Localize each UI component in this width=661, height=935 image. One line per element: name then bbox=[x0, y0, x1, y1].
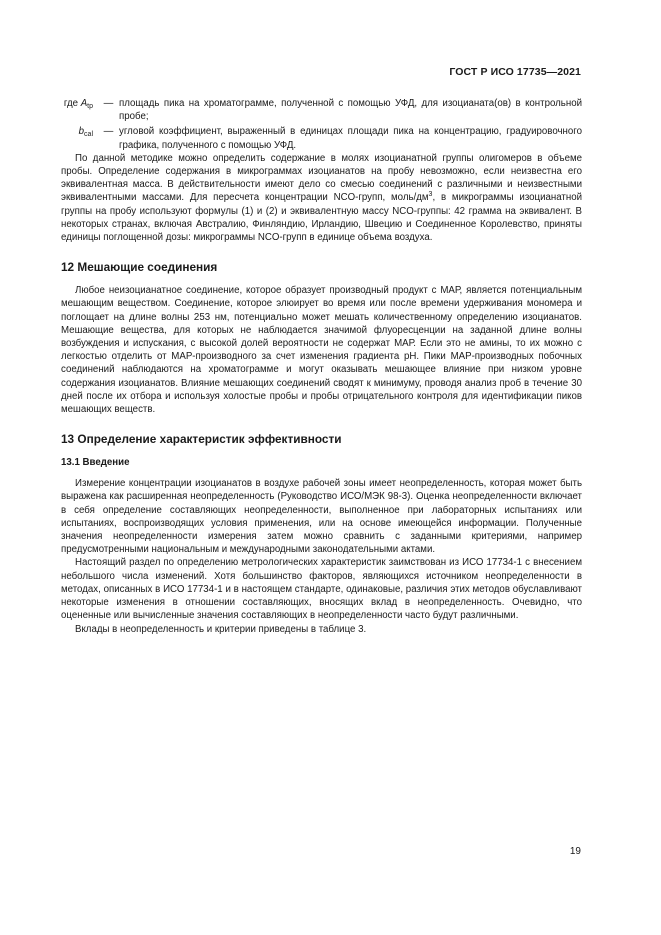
section-13-1-paragraph: Измерение концентрации изоцианатов в воздухе рабочей зоны имеет неопределенность, которая может быть выражена как расширенная неопределенность (Руководство ИСО/МЭК 98-3). Оценка неопределенности включает в себя определение составляющих неопределенности, выполненное при лабораторных испытаниях или испытаниях, воспроизводящих условия применения, или на основе имеющейся информации. Полученные значения неопределенности измерения затем можно сравнить с заданными критериями, например предусмотренными национальным и международными законодательными актами. bbox=[61, 478, 582, 556]
definition-prefix: где bbox=[63, 98, 81, 109]
intro-text-part1: По данной методике можно определить содержание в молях изоцианатной группы олигомеров в объеме пробы. Определение содержания в микрограммах изоцианатов на пробу невозможно, если неизвестна его эквивалентная масса. В действительности имеют дело со смесью соединений с различными и неизвестными эквивалентными массами. Для пересчета концентрации NCO-групп, моль/дм bbox=[61, 152, 582, 204]
section-13-1-paragraph: Вклады в неопределенность и критерии приведены в таблице 3. bbox=[75, 623, 367, 635]
definition-symbol bbox=[61, 125, 98, 151]
definition-dash: — bbox=[103, 98, 114, 109]
document-header: ГОСТ Р ИСО 17735—2021 bbox=[449, 66, 581, 78]
definition-row bbox=[61, 97, 582, 123]
section-12-paragraph: Любое неизоцианатное соединение, которое образует производный продукт с МАР, является потенциальным мешающим веществом. Соединение, которое элюирует во время или после времени удерживания мономера и поглощает на длине волны 253 нм, потенциально может мешать количественному определению изоцианатов. Мешающие вещества, для которых не наблюдается значимой флуоресценции на заданной длине волны возбуждения и испускания, с высокой долей вероятности не содержат МАР. Если это не амины, то их можно с легкостью отделить от МАР-производного за счет изменения градиента pH. Пики МАР-производных побочных соединений наблюдаются на хроматограмме и могут оказывать мешающее влияние при низком уровне содержания изоцианатов. Влияние мешающих соединений сводят к минимуму, проводя анализ проб в течение 30 дней после их отбора и используя холостые пробы и пробы отрицательного контроля для идентификации пиков мешающих веществ. bbox=[61, 285, 582, 416]
intro-paragraph bbox=[61, 152, 582, 244]
page-content bbox=[61, 97, 582, 636]
definition-text: площадь пика на хроматограмме, полученной с помощью УФД, для изоцианата(ов) в контрольной пробе; bbox=[119, 98, 582, 123]
subsection-13-1-heading: 13.1 Введение bbox=[61, 457, 130, 469]
definition-text: угловой коэффициент, выраженный в единицах площади пика на концентрацию, градуировочного графика, полученного с помощью УФД. bbox=[119, 126, 582, 151]
section-12-heading: 12 Мешающие соединения bbox=[61, 260, 218, 275]
symbol-subscript: tp bbox=[87, 103, 93, 110]
superscript: 3 bbox=[428, 191, 433, 199]
definition-dash: — bbox=[103, 126, 114, 138]
symbol-letter: A bbox=[80, 98, 88, 109]
definition-row bbox=[61, 125, 582, 151]
symbol-subscript: cal bbox=[84, 131, 93, 139]
section-13-heading: 13 Определение характеристик эффективности bbox=[61, 432, 342, 447]
page-number: 19 bbox=[569, 846, 581, 857]
section-13-1-paragraph: Настоящий раздел по определению метрологических характеристик заимствован из ИСО 17734-1 с внесением небольшого числа изменений. Хотя большинство факторов, являющихся источником неопределенности в методах, описанных в ИСО 17734-1 и в настоящем стандарте, одинаковые, различия этих методов обуславливают некоторые изменения в отношении составляющих, вносящих вклад в неопределенность. Очевидно, что оцененные или вычисленные значения составляющих в неопределенности часто будут различными. bbox=[61, 557, 582, 622]
definition-symbol bbox=[61, 97, 98, 123]
symbol-letter: b bbox=[78, 126, 85, 138]
intro-text-part2: , в микрограммы изоцианатной группы на пробу используют формулы (1) и (2) и эквивалентную массу NCO-группы: 42 грамма на эквивалент. В некоторых странах, включая Австралию, Финляндию, Ирландию, Швецию и Соединенное Королевство, приняты единицы поглощенной дозы: микрограммы NCO-групп в единице объема воздуха. bbox=[61, 192, 582, 244]
